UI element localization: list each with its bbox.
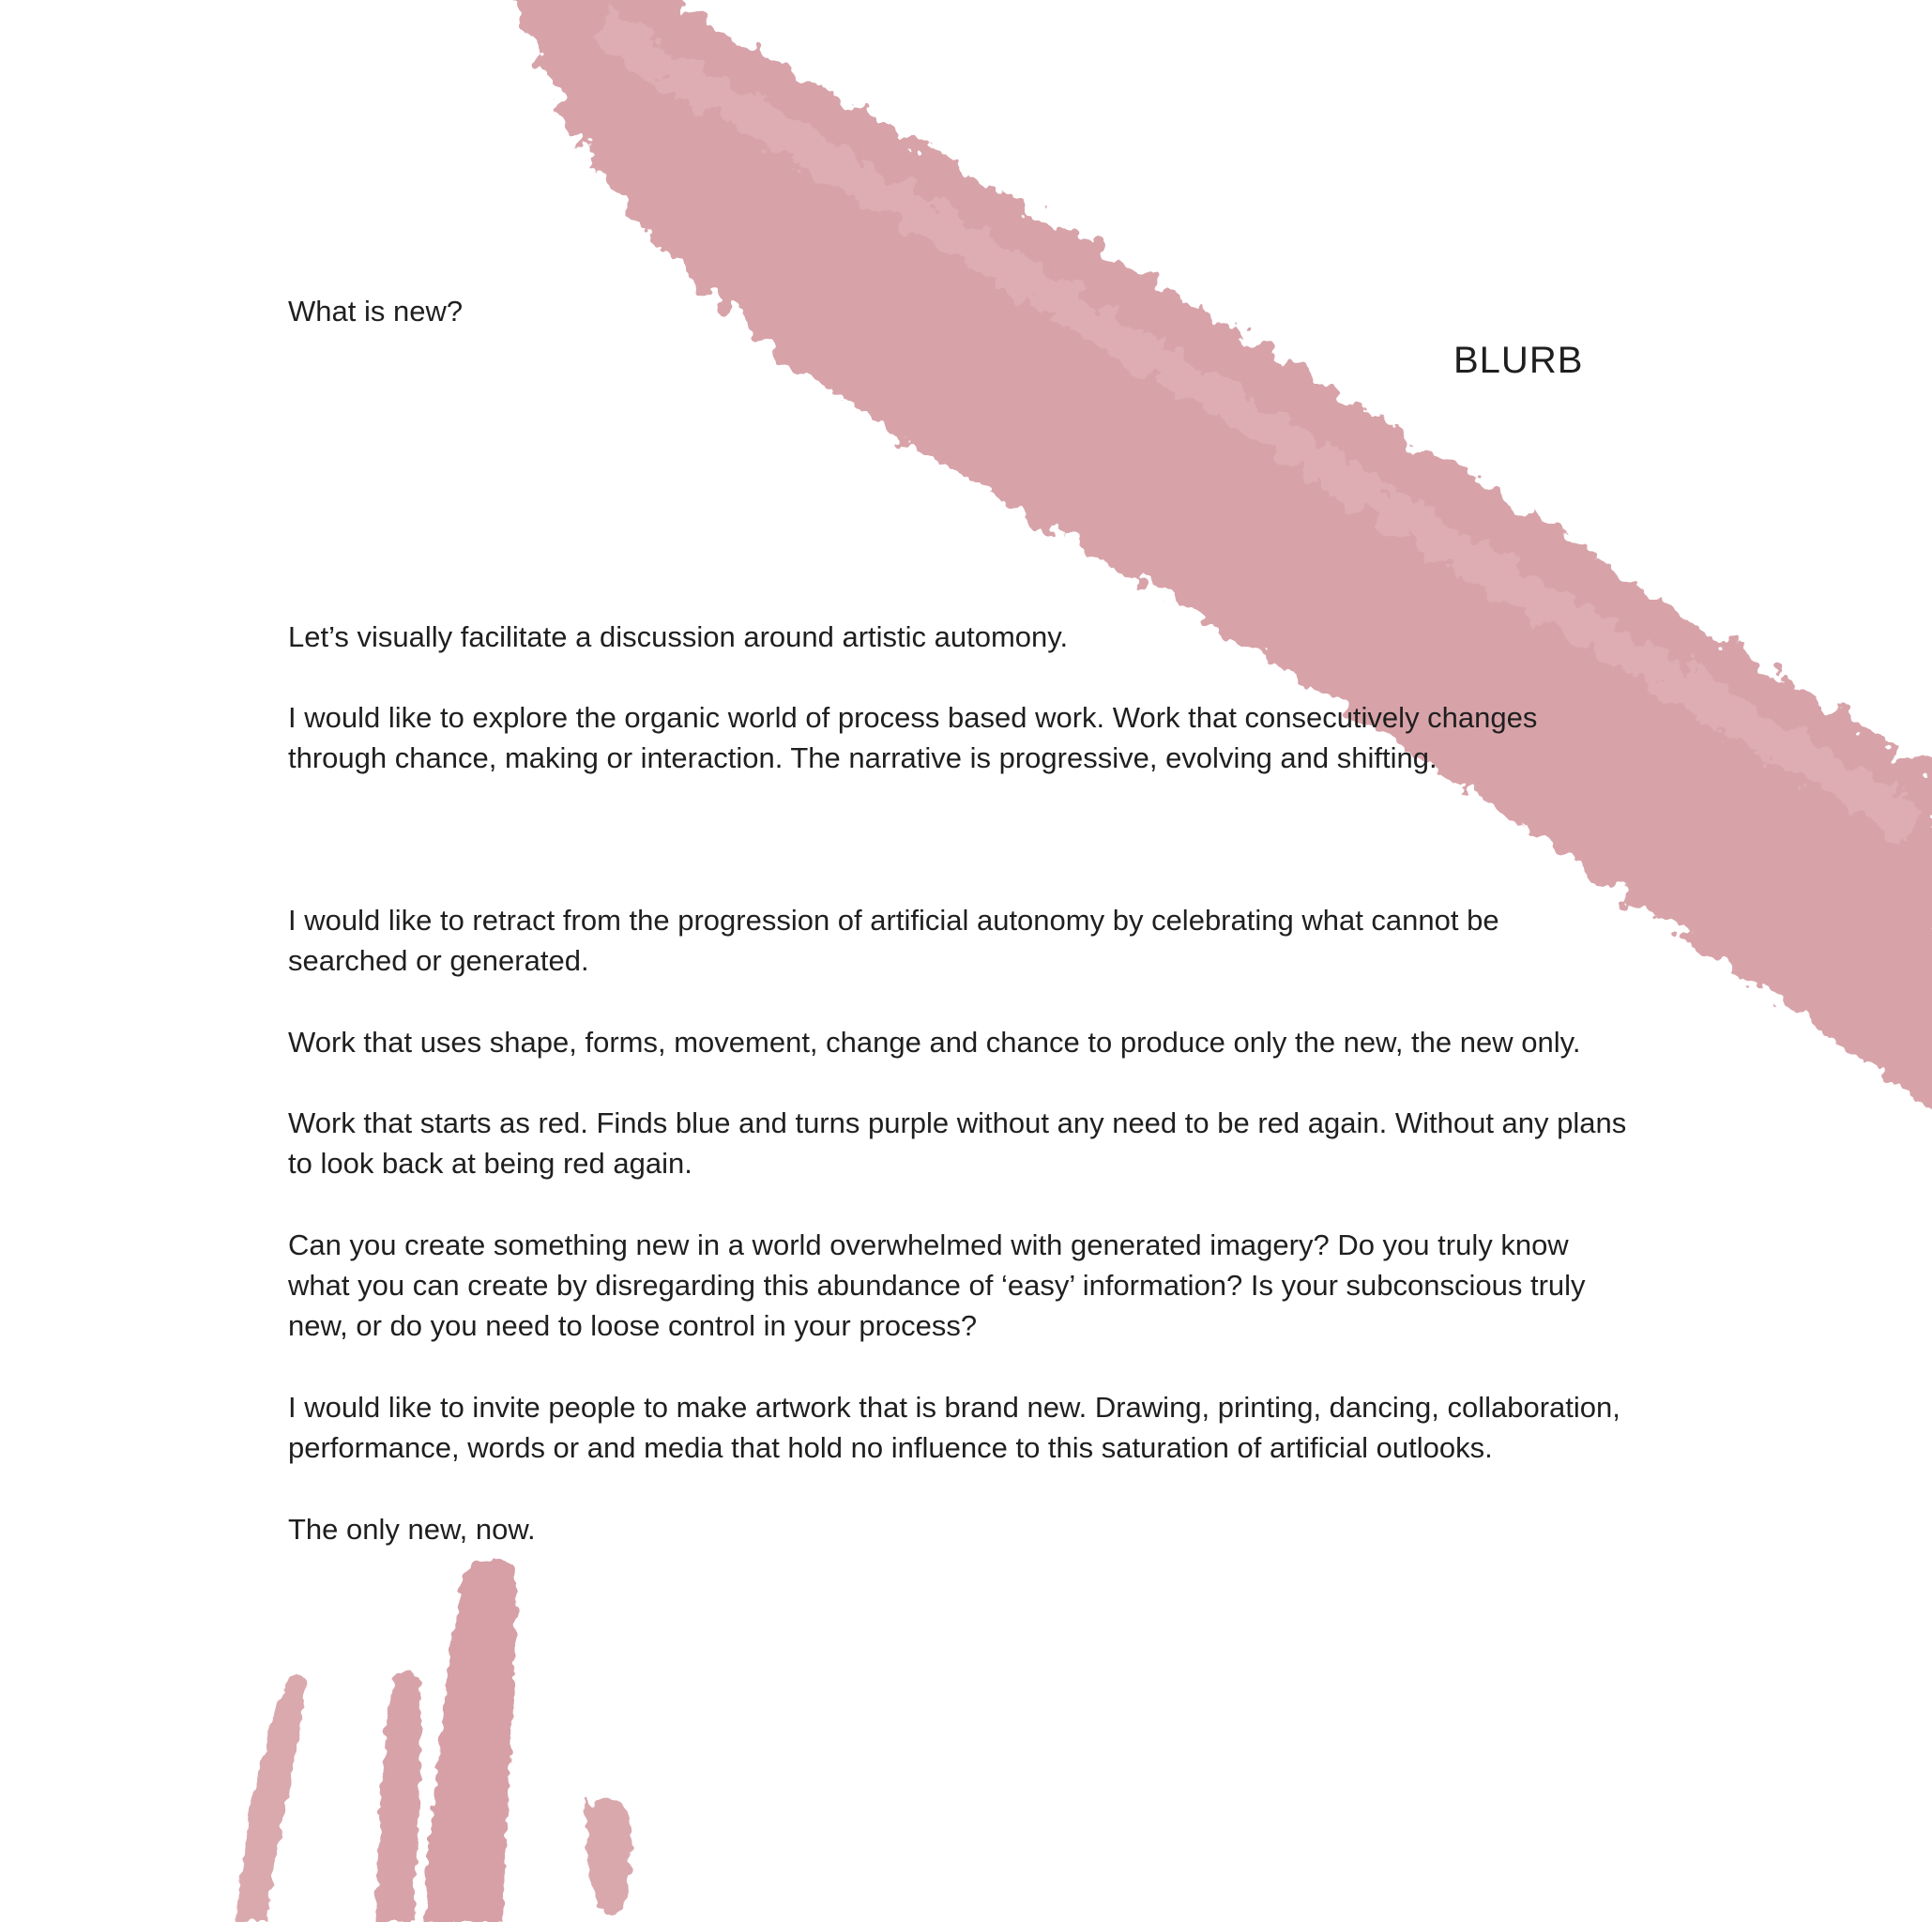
- paragraph-3: I would like to retract from the progression of artificial autonomy by celebrating what cannot be searched or generated.: [288, 904, 1499, 977]
- vertical-brush-strokes: [236, 1560, 631, 1922]
- question-text: What is new?: [288, 295, 464, 328]
- paragraph-2: I would like to explore the organic world of process based work. Work that consecutively changes through chance, making or interaction. The narrative is progressive, evolving and shifting.: [288, 701, 1538, 774]
- paragraph-8: The only new, now.: [288, 1513, 536, 1546]
- paragraph-1: Let’s visually facilitate a discussion around artistic automony.: [288, 620, 1069, 653]
- paragraph-5: Work that starts as red. Finds blue and turns purple without any need to be red again. Without any plans to look back at being red again.: [288, 1106, 1627, 1180]
- paragraph-6: Can you create something new in a world overwhelmed with generated imagery? Do you truly know what you can create by disregarding this abundance of ‘easy’ information? Is your subconscious truly new, or do you need to loose control in your process?: [288, 1228, 1586, 1342]
- page-title: BLURB: [1453, 340, 1584, 381]
- paragraph-7: I would like to invite people to make artwork that is brand new. Drawing, printing, dancing, collaboration, performance, words or and media that hold no influence to this saturation of artificial outlooks.: [288, 1391, 1620, 1464]
- paragraph-4: Work that uses shape, forms, movement, change and chance to produce only the new, the new only.: [288, 1026, 1581, 1059]
